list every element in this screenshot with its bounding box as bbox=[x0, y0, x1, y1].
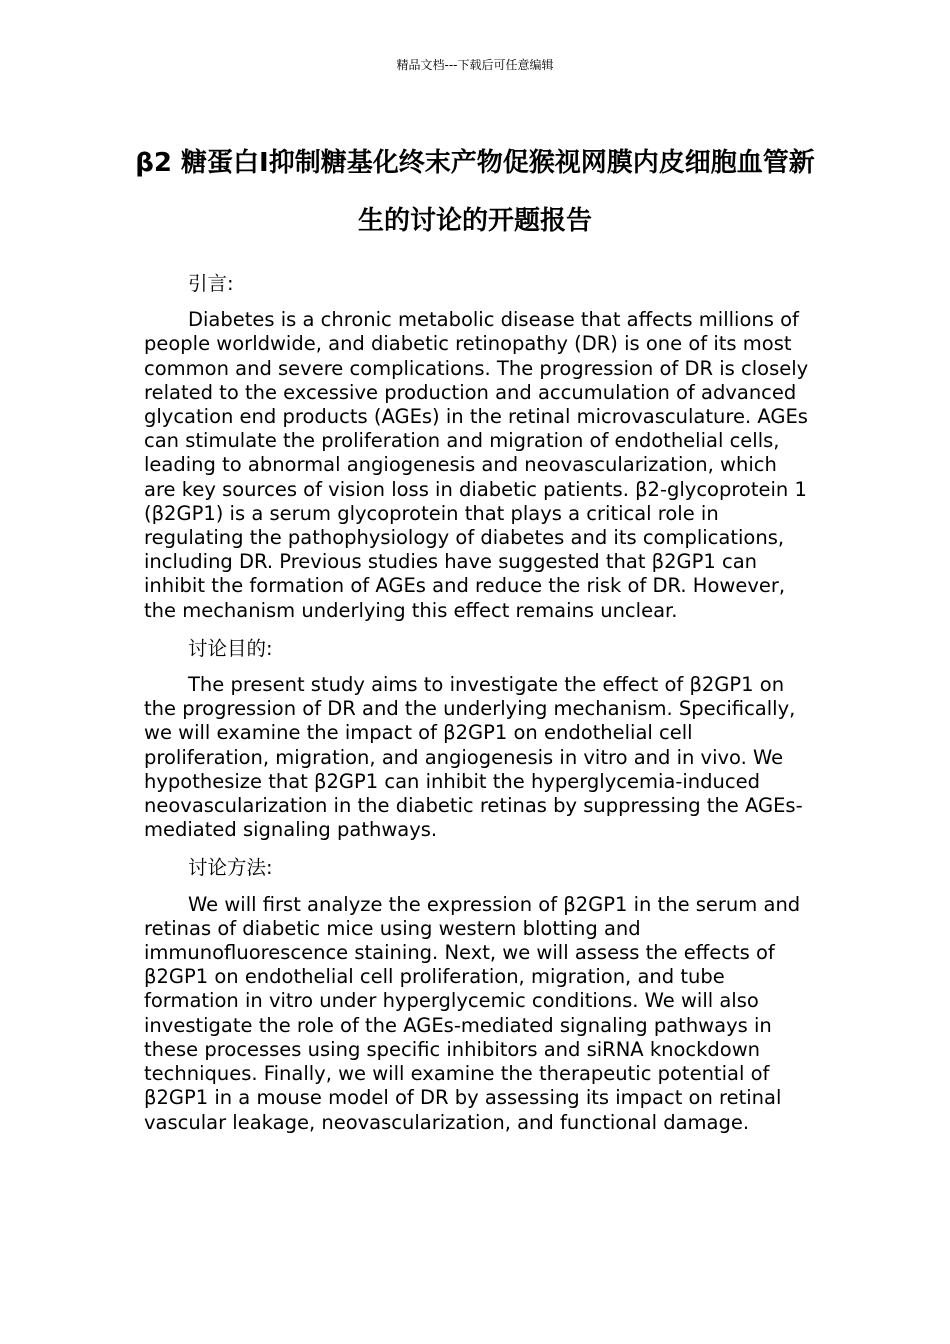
section-heading-methods: 讨论方法: bbox=[188, 856, 273, 880]
section-paragraph-methods: We will first analyze the expression of β2GP1 in the serum and retinas of diabetic mice using western blotting and immunofluorescence staining. Next, we will assess the effects of β2GP1 on endothelial cell proliferation, migration, and tube formation in vitro under hyperglycemic conditions. We will also investigate the role of the AGEs-mediated signaling pathways in these processes using specific inhibitors and siRNA knockdown techniques. Finally, we will examine the therapeutic potential of β2GP1 in a mouse model of DR by assessing its impact on retinal vascular leakage, neovascularization, and functional damage. bbox=[144, 892, 801, 1134]
section-objective bbox=[144, 637, 810, 843]
header-note: 精品文档---下载后可任意编辑 bbox=[396, 58, 554, 72]
section-introduction bbox=[144, 272, 810, 623]
section-heading-objective: 讨论目的: bbox=[188, 636, 273, 660]
section-heading-introduction: 引言: bbox=[188, 272, 234, 295]
document-body bbox=[144, 272, 810, 1149]
section-methods bbox=[144, 856, 810, 1134]
section-paragraph-objective: The present study aims to investigate the effect of β2GP1 on the progression of DR and the underlying mechanism. Specifically, we will examine the impact of β2GP1 on endothelial cell proliferation, migration, and angiogenesis in vitro and in vivo. We hypothesize that β2GP1 can inhibit the hyperglycemia-induced neovascularization in the diabetic retinas by suppressing the AGEs-mediated signaling pathways. bbox=[144, 673, 803, 842]
section-paragraph-introduction: Diabetes is a chronic metabolic disease that affects millions of people worldwide, and diabetic retinopathy (DR) is one of its most common and severe complications. The progression of DR is closely related to the excessive production and accumulation of advanced glycation end products (AGEs) in the retinal microvasculature. AGEs can stimulate the proliferation and migration of endothelial cells, leading to abnormal angiogenesis and neovascularization, which are key sources of vision loss in diabetic patients. β2-glycoprotein 1 (β2GP1) is a serum glycoprotein that plays a critical role in regulating the pathophysiology of diabetes and its complications, including DR. Previous studies have suggested that β2GP1 can inhibit the formation of AGEs and reduce the risk of DR. However, the mechanism underlying this effect remains unclear. bbox=[144, 308, 809, 622]
document-title: β2 糖蛋白Ⅰ抑制糖基化终末产物促猴视网膜内皮细胞血管新生的讨论的开题报告 bbox=[135, 148, 815, 236]
